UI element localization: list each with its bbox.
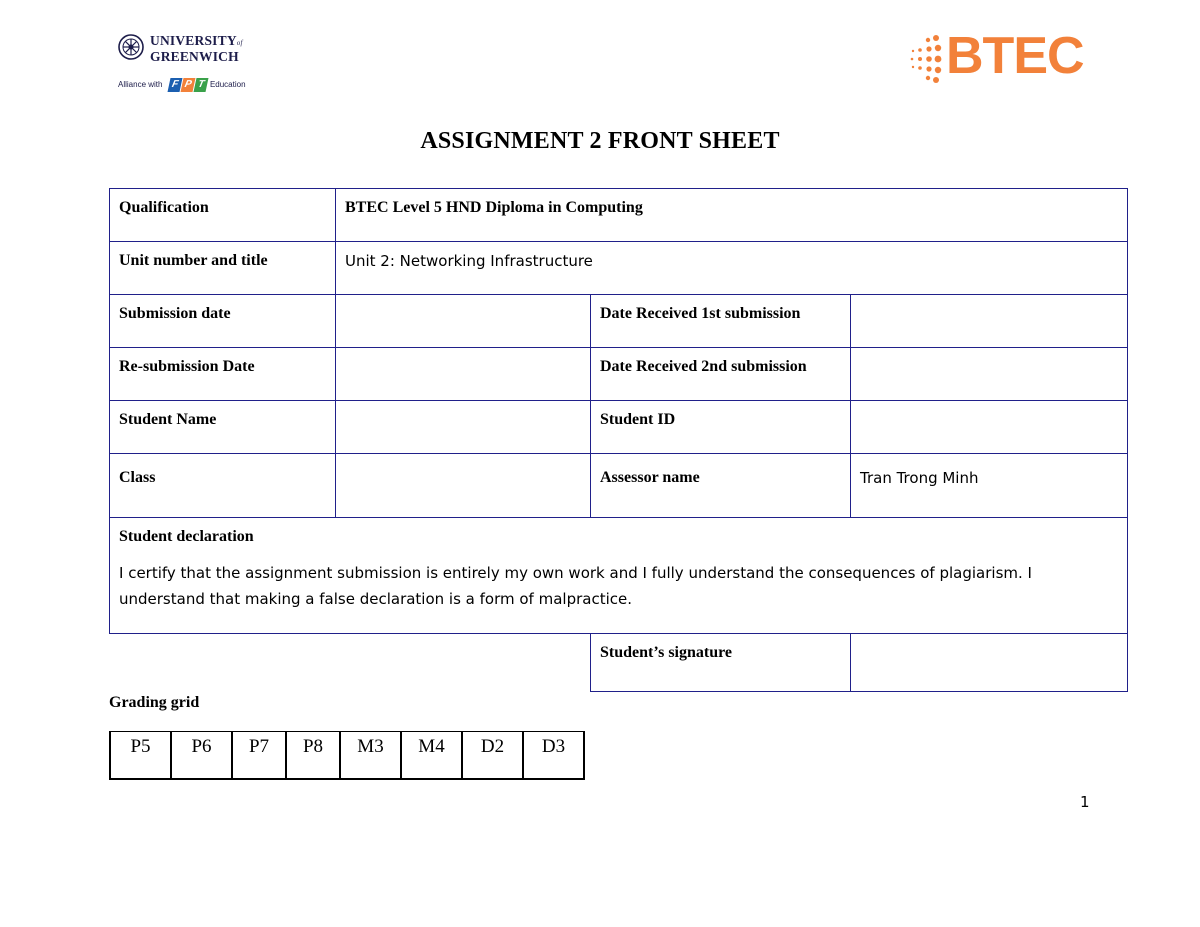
page-title: ASSIGNMENT 2 FRONT SHEET — [420, 128, 780, 154]
unit-label: Unit number and title — [109, 241, 336, 295]
student-declaration — [109, 517, 1128, 634]
btec-dots-icon — [908, 32, 944, 88]
assessor-name-value: Tran Trong Minh — [850, 453, 1128, 518]
date-received-1st-field[interactable] — [850, 294, 1128, 348]
qualification-value: BTEC Level 5 HND Diploma in Computing — [335, 188, 1128, 242]
greenwich-seal-icon — [118, 34, 144, 60]
date-received-1st-label: Date Received 1st submission — [590, 294, 851, 348]
unit-value: Unit 2: Networking Infrastructure — [335, 241, 1128, 295]
fpt-letter-f: F — [167, 78, 182, 92]
resubmission-date-field[interactable] — [335, 347, 591, 401]
date-received-2nd-field[interactable] — [850, 347, 1128, 401]
front-sheet-table — [109, 188, 1128, 692]
university-name: UNIVERSITYof GREENWICH — [150, 33, 243, 64]
student-signature-label: Student’s signature — [590, 633, 851, 692]
submission-date-label: Submission date — [109, 294, 336, 348]
page-number: 1 — [1080, 793, 1090, 811]
grade-cell-p5[interactable]: P5 — [110, 732, 171, 780]
btec-logo — [908, 27, 1098, 92]
declaration-text: I certify that the assignment submission is entirely my own work and I fully understand the consequences of plagiarism. I understand that making a false declaration is a form of malpractice. — [119, 564, 1032, 608]
student-signature-field[interactable] — [850, 633, 1128, 692]
grade-cell-p8[interactable]: P8 — [286, 732, 340, 780]
grade-cell-m3[interactable]: M3 — [340, 732, 401, 780]
grading-grid — [109, 731, 585, 780]
btec-wordmark: BTEC — [946, 27, 1084, 85]
alliance-line: Alliance with F P T Education — [118, 79, 246, 90]
grade-cell-d2[interactable]: D2 — [462, 732, 523, 780]
class-label: Class — [109, 453, 336, 518]
declaration-heading: Student declaration — [119, 528, 254, 545]
student-name-label: Student Name — [109, 400, 336, 454]
class-field[interactable] — [335, 453, 591, 518]
student-id-field[interactable] — [850, 400, 1128, 454]
fpt-letter-p: P — [180, 78, 195, 92]
grade-cell-m4[interactable]: M4 — [401, 732, 462, 780]
resubmission-date-label: Re-submission Date — [109, 347, 336, 401]
assessor-name-label: Assessor name — [590, 453, 851, 518]
grade-cell-p6[interactable]: P6 — [171, 732, 232, 780]
grading-grid-label: Grading grid — [109, 694, 200, 711]
student-name-field[interactable] — [335, 400, 591, 454]
grade-cell-d3[interactable]: D3 — [523, 732, 584, 780]
grade-cell-p7[interactable]: P7 — [232, 732, 286, 780]
submission-date-field[interactable] — [335, 294, 591, 348]
fpt-letter-t: T — [193, 78, 208, 92]
student-id-label: Student ID — [590, 400, 851, 454]
university-of-greenwich-logo — [118, 32, 248, 94]
qualification-label: Qualification — [109, 188, 336, 242]
date-received-2nd-label: Date Received 2nd submission — [590, 347, 851, 401]
